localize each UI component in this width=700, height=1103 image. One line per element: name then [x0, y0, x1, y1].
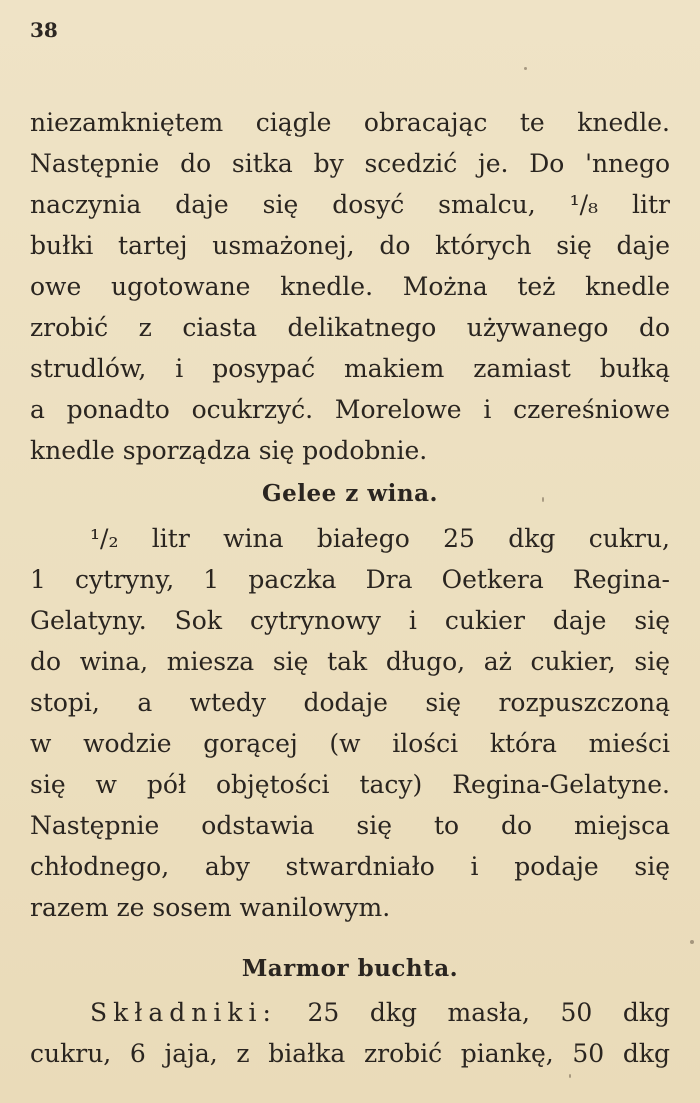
text-line: owe ugotowane knedle. Można też knedle — [30, 272, 670, 301]
text-line: Następnie do sitka by scedzić je. Do 'nnego — [30, 149, 670, 178]
text-line: bułki tartej usmażonej, do których się daje — [30, 231, 670, 260]
ingredients-text: 25 dkg masła, 50 dkg — [276, 998, 670, 1027]
page-number: 38 — [30, 18, 58, 42]
text-line: a ponadto ocukrzyć. Morelowe i czereśniowe — [30, 395, 670, 424]
text-line: Gelatyny. Sok cytrynowy i cukier daje się — [30, 606, 670, 635]
text-line: do wina, miesza się tak długo, aż cukier, się — [30, 647, 670, 676]
paper-speck — [690, 940, 694, 944]
text-line: zrobić z ciasta delikatnego używanego do — [30, 313, 670, 342]
text-line: naczynia daje się dosyć smalcu, ¹/₈ litr — [30, 190, 670, 219]
paragraph-knedle — [30, 102, 670, 471]
text-line: razem ze sosem wanilowym. — [30, 893, 391, 922]
text-line: Następnie odstawia się to do miejsca — [30, 811, 670, 840]
text-line: ¹/₂ litr wina białego 25 dkg cukru, — [90, 524, 670, 553]
text-line: się w pół objętości tacy) Regina-Gelatyne. — [30, 770, 670, 799]
paragraph-marmor — [30, 992, 670, 1074]
text-line: chłodnego, aby stwardniało i podaje się — [30, 852, 670, 881]
recipe-title-gelee: Gelee z wina. — [261, 480, 439, 507]
text-line: w wodzie gorącej (w ilości która mieści — [30, 729, 670, 758]
text-line: strudlów, i posypać makiem zamiast bułką — [30, 354, 670, 383]
recipe-title-marmor: Marmor buchta. — [241, 955, 459, 982]
text-line — [30, 992, 670, 1033]
ingredients-label: Składniki: — [90, 998, 277, 1027]
paragraph-gelee — [30, 518, 670, 928]
text-line: niezamkniętem ciągle obracając te knedle. — [30, 108, 670, 137]
paper-speck — [542, 497, 544, 502]
text-line: stopi, a wtedy dodaje się rozpuszczoną — [30, 688, 670, 717]
paper-speck — [569, 1074, 571, 1078]
paper-speck — [524, 67, 527, 70]
text-line: cukru, 6 jaja, z białka zrobić piankę, 50 dkg — [30, 1039, 670, 1068]
text-line: 1 cytryny, 1 paczka Dra Oetkera Regina- — [30, 565, 670, 594]
text-line: knedle sporządza się podobnie. — [30, 436, 428, 465]
